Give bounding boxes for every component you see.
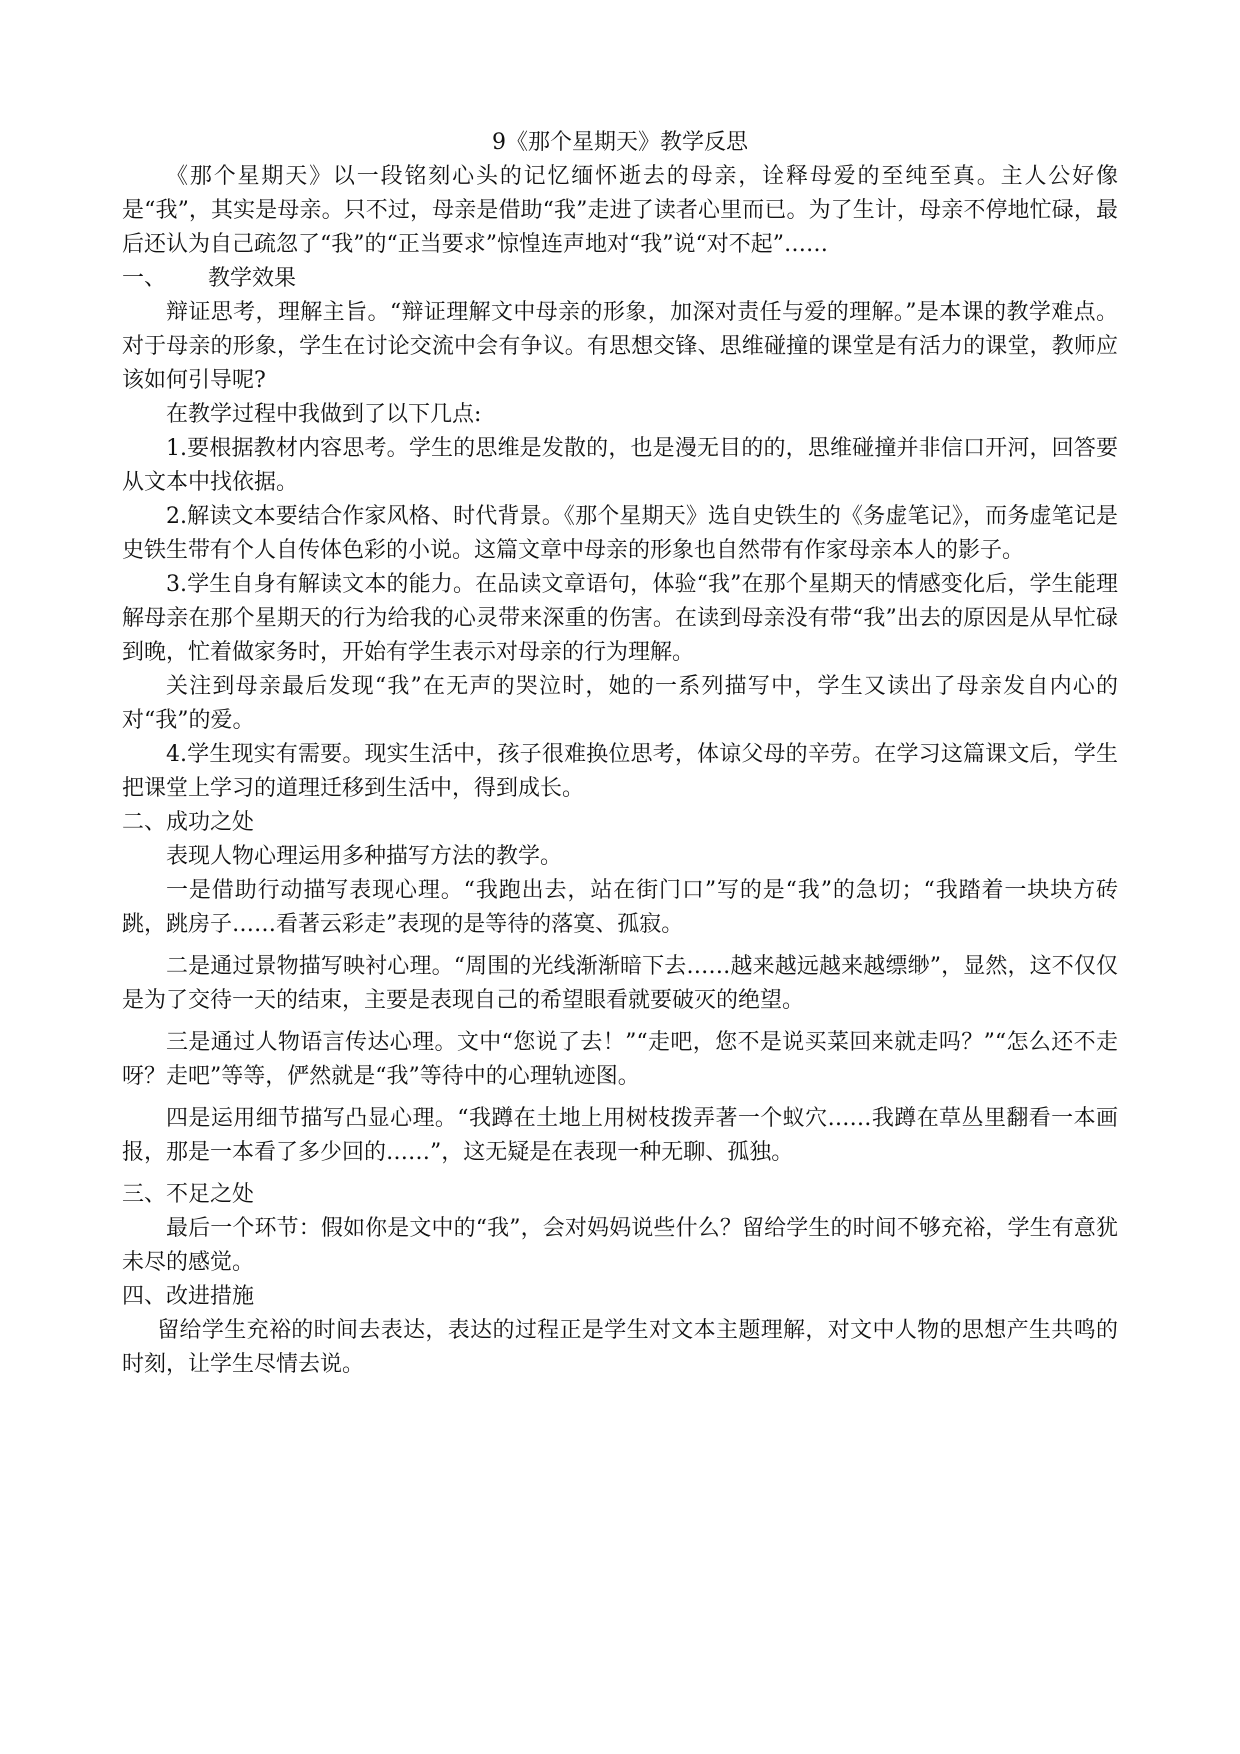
paragraph: 一是借助行动描写表现心理。“我跑出去，站在街门口”写的是“我”的急切；“我踏着一块块方砖跳，跳房子……看著云彩走”表现的是等待的落寞、孤寂。 — [122, 878, 1118, 937]
paragraph: 三是通过人物语言传达心理。文中“您说了去！”“走吧，您不是说买菜回来就走吗？”“怎么还不走呀？走吧”等等，俨然就是“我”等待中的心理轨迹图。 — [122, 1030, 1118, 1089]
list-point: 4.学生现实有需要。现实生活中，孩子很难换位思考，体谅父母的辛劳。在学习这篇课文后，学生把课堂上学习的道理迁移到生活中，得到成长。 — [122, 742, 1118, 801]
paragraph: 留给学生充裕的时间去表达，表达的过程正是学生对文本主题理解，对文中人物的思想产生共鸣的时刻，让学生尽情去说。 — [122, 1318, 1118, 1377]
section-heading-successes: 二、成功之处 — [122, 810, 255, 835]
section-heading-teaching-effect: 一、 教学效果 — [122, 266, 296, 291]
paragraph: 在教学过程中我做到了以下几点: — [166, 402, 482, 427]
paragraph: 关注到母亲最后发现“我”在无声的哭泣时，她的一系列描写中，学生又读出了母亲发自内心的对“我”的爱。 — [122, 674, 1118, 733]
paragraph: 四是运用细节描写凸显心理。“我蹲在土地上用树枝拨弄著一个蚁穴……我蹲在草丛里翻看一本画报，那是一本看了多少回的……”，这无疑是在表现一种无聊、孤独。 — [122, 1106, 1118, 1165]
list-point: 3.学生自身有解读文本的能力。在品读文章语句，体验“我”在那个星期天的情感变化后，学生能理解母亲在那个星期天的行为给我的心灵带来深重的伤害。在读到母亲没有带“我”出去的原因是从早忙碌到晚，忙着做家务时，开始有学生表示对母亲的行为理解。 — [122, 572, 1118, 665]
paragraph: 最后一个环节：假如你是文中的“我”，会对妈妈说些什么？留给学生的时间不够充裕，学生有意犹未尽的感觉。 — [122, 1216, 1118, 1275]
paragraph: 表现人物心理运用多种描写方法的教学。 — [166, 844, 563, 869]
document-title: 9《那个星期天》教学反思 — [492, 130, 748, 155]
list-point: 1.要根据教材内容思考。学生的思维是发散的，也是漫无目的的，思维碰撞并非信口开河，回答要从文本中找依据。 — [122, 436, 1118, 495]
section-heading-shortcomings: 三、不足之处 — [122, 1182, 255, 1207]
list-point: 2.解读文本要结合作家风格、时代背景。《那个星期天》选自史铁生的《务虚笔记》，而务虚笔记是史铁生带有个人自传体色彩的小说。这篇文章中母亲的形象也自然带有作家母亲本人的影子。 — [122, 504, 1118, 563]
paragraph: 辩证思考，理解主旨。“辩证理解文中母亲的形象，加深对责任与爱的理解。”是本课的教学难点。对于母亲的形象，学生在讨论交流中会有争议。有思想交锋、思维碰撞的课堂是有活力的课堂，教师应该如何引导呢? — [122, 300, 1118, 393]
section-heading-improvements: 四、改进措施 — [122, 1284, 255, 1309]
document-body — [122, 126, 1118, 1382]
paragraph: 二是通过景物描写映衬心理。“周围的光线渐渐暗下去……越来越远越来越缥缈”，显然，这不仅仅是为了交待一天的结束，主要是表现自己的希望眼看就要破灭的绝望。 — [122, 954, 1118, 1013]
intro-paragraph: 《那个星期天》以一段铭刻心头的记忆缅怀逝去的母亲，诠释母爱的至纯至真。主人公好像是“我”，其实是母亲。只不过，母亲是借助“我”走进了读者心里而已。为了生计，母亲不停地忙碌，最后还认为自己疏忽了“我”的“正当要求”惊惶连声地对“我”说“对不起”…… — [122, 164, 1118, 257]
